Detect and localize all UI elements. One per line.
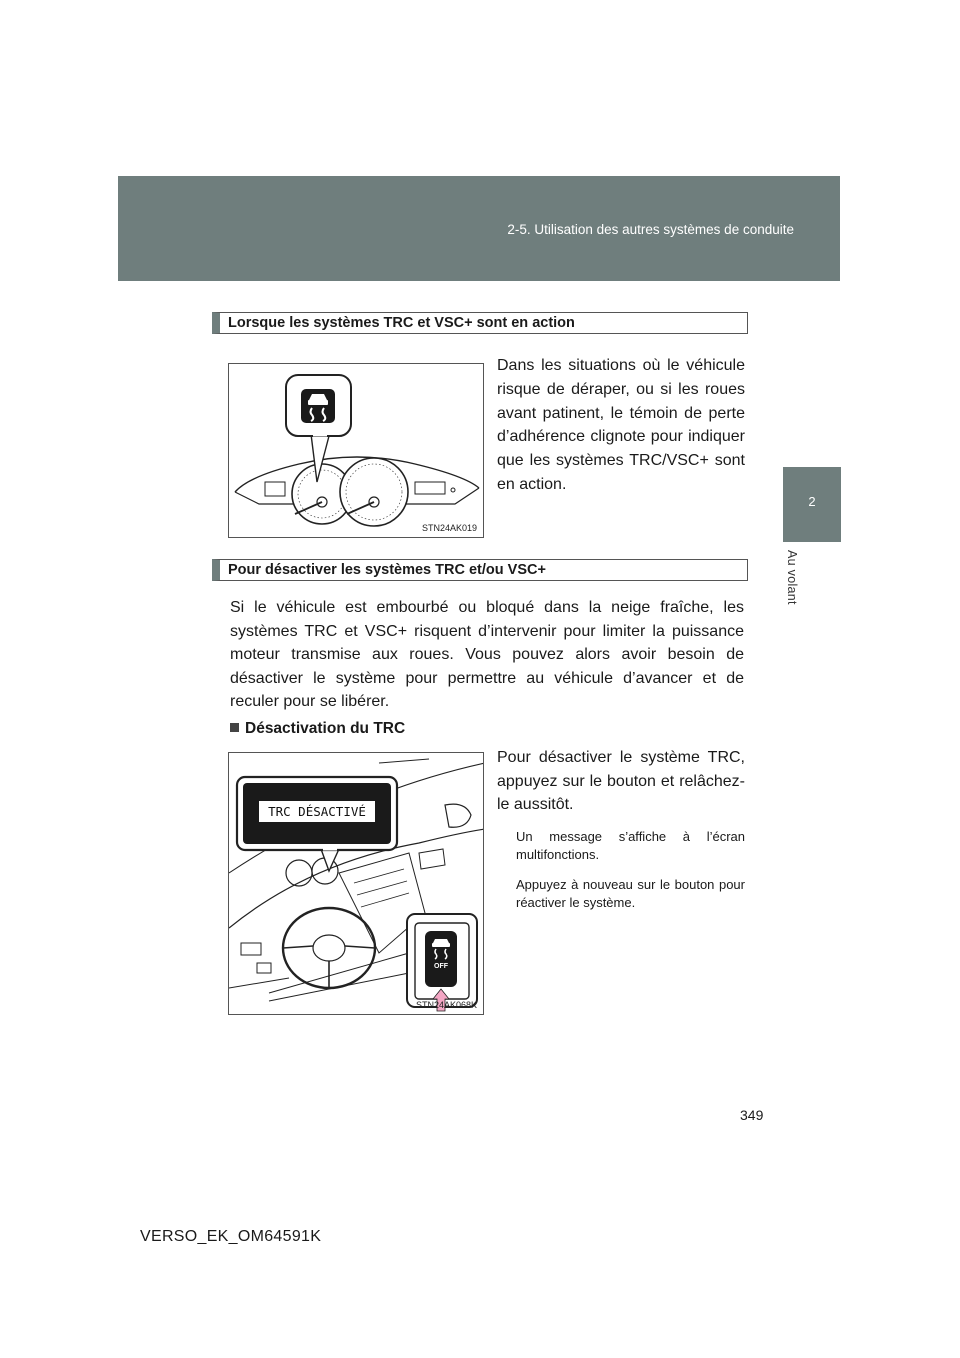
chapter-tab xyxy=(783,467,841,542)
note-message-display: Un message s’affiche à l’écran multifonctions. xyxy=(516,829,745,862)
subheading-trc-deactivation: Désactivation du TRC xyxy=(230,720,405,738)
page-number: 349 xyxy=(740,1107,764,1123)
instrument-cluster-figure xyxy=(228,363,484,538)
figure-code: STN24AK068K xyxy=(415,1000,477,1010)
display-message: TRC DÉSACTIVÉ xyxy=(268,804,366,819)
section-heading-trc-vsc-action: Lorsque les systèmes TRC et VSC+ sont en action xyxy=(212,312,748,334)
section-heading-disable-trc-vsc: Pour désactiver les systèmes TRC et/ou VSC+ xyxy=(212,559,748,581)
chapter-title: 2-5. Utilisation des autres systèmes de conduite xyxy=(507,222,794,237)
chapter-header xyxy=(118,176,840,281)
document-code: VERSO_EK_OM64591K xyxy=(140,1228,322,1245)
dashboard-figure xyxy=(228,752,484,1015)
instrument-cluster-illustration xyxy=(229,364,484,538)
figure-code: STN24AK019 xyxy=(421,523,477,533)
trc-vsc-action-text: Dans les situations où le véhicule risque de déraper, ou si les roues avant patinent, le témoin de perte d’adhérence clignote pour indiquer que les systèmes TRC/VSC+ sont en action. xyxy=(497,357,745,493)
dashboard-illustration xyxy=(229,753,484,1015)
disable-intro-text: Si le véhicule est embourbé ou bloqué dans la neige fraîche, les systèmes TRC et VSC+ risquent d’intervenir pour limiter la puissance moteur transmise aux roues. Vous pouvez alors avoir besoin de désactiver le système pour permettre au véhicule d’avancer et de reculer pour se libérer. xyxy=(230,599,744,710)
trc-off-button-label: OFF xyxy=(434,963,448,970)
chapter-number: 2 xyxy=(808,494,816,509)
bullet-square-icon xyxy=(230,723,239,732)
chapter-tab-label: Au volant xyxy=(785,550,799,605)
trc-deactivation-instructions: Pour désactiver le système TRC, appuyez sur le bouton et relâchez-le aussitôt. xyxy=(497,749,745,813)
note-reactivate: Appuyez à nouveau sur le bouton pour réactiver le système. xyxy=(516,877,745,910)
